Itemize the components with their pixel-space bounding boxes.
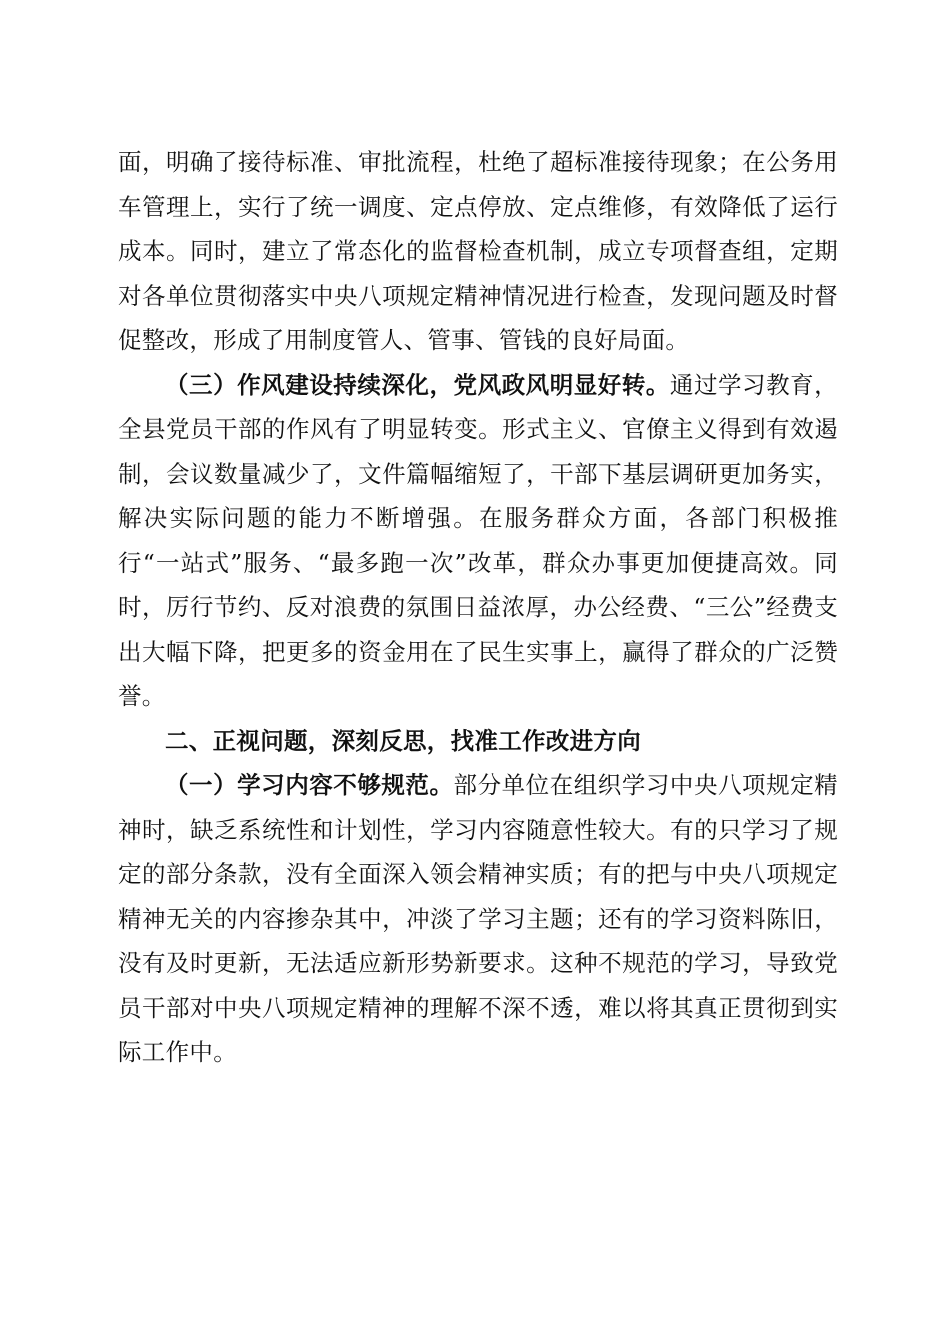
paragraph-text: 部分单位在组织学习中央八项规定精神时，缺乏系统性和计划性，学习内容随意性较大。有的只学习了规定的部分条款，没有全面深入领会精神实质；有的把与中央八项规定精神无关的内容掺杂其中，冲淡了学习主题；还有的学习资料陈旧，没有及时更新，无法适应新形势新要求。这种不规范的学习，导致党员干部对中央八项规定精神的理解不深不透，难以将其真正贯彻到实际工作中。 xyxy=(118,771,838,1066)
document-body xyxy=(118,140,838,1075)
paragraph-continuation xyxy=(118,140,838,363)
section-heading: 二、正视问题，深刻反思，找准工作改进方向 xyxy=(165,726,641,755)
paragraph-text: 面，明确了接待标准、审批流程，杜绝了超标准接待现象；在公务用车管理上，实行了统一调度、定点停放、定点维修，有效降低了运行成本。同时，建立了常态化的监督检查机制，成立专项督查组，定期对各单位贯彻落实中央八项规定精神情况进行检查，发现问题及时督促整改，形成了用制度管人、管事、管钱的良好局面。 xyxy=(118,148,838,354)
paragraph-study-content xyxy=(118,763,838,1075)
paragraph-text: 通过学习教育，全县党员干部的作风有了明显转变。形式主义、官僚主义得到有效遏制，会议数量减少了，文件篇幅缩短了，干部下基层调研更加务实，解决实际问题的能力不断增强。在服务群众方面，各部门积极推行“一站式”服务、“最多跑一次”改革，群众办事更加便捷高效。同时，厉行节约、反对浪费的氛围日益浓厚，办公经费、“三公”经费支出大幅下降，把更多的资金用在了民生实事上，赢得了群众的广泛赞誉。 xyxy=(118,370,838,710)
paragraph-work-style xyxy=(118,363,838,719)
paragraph-lead-heading: （三）作风建设持续深化，党风政风明显好转。 xyxy=(165,370,670,399)
paragraph-lead-heading: （一）学习内容不够规范。 xyxy=(165,771,454,799)
